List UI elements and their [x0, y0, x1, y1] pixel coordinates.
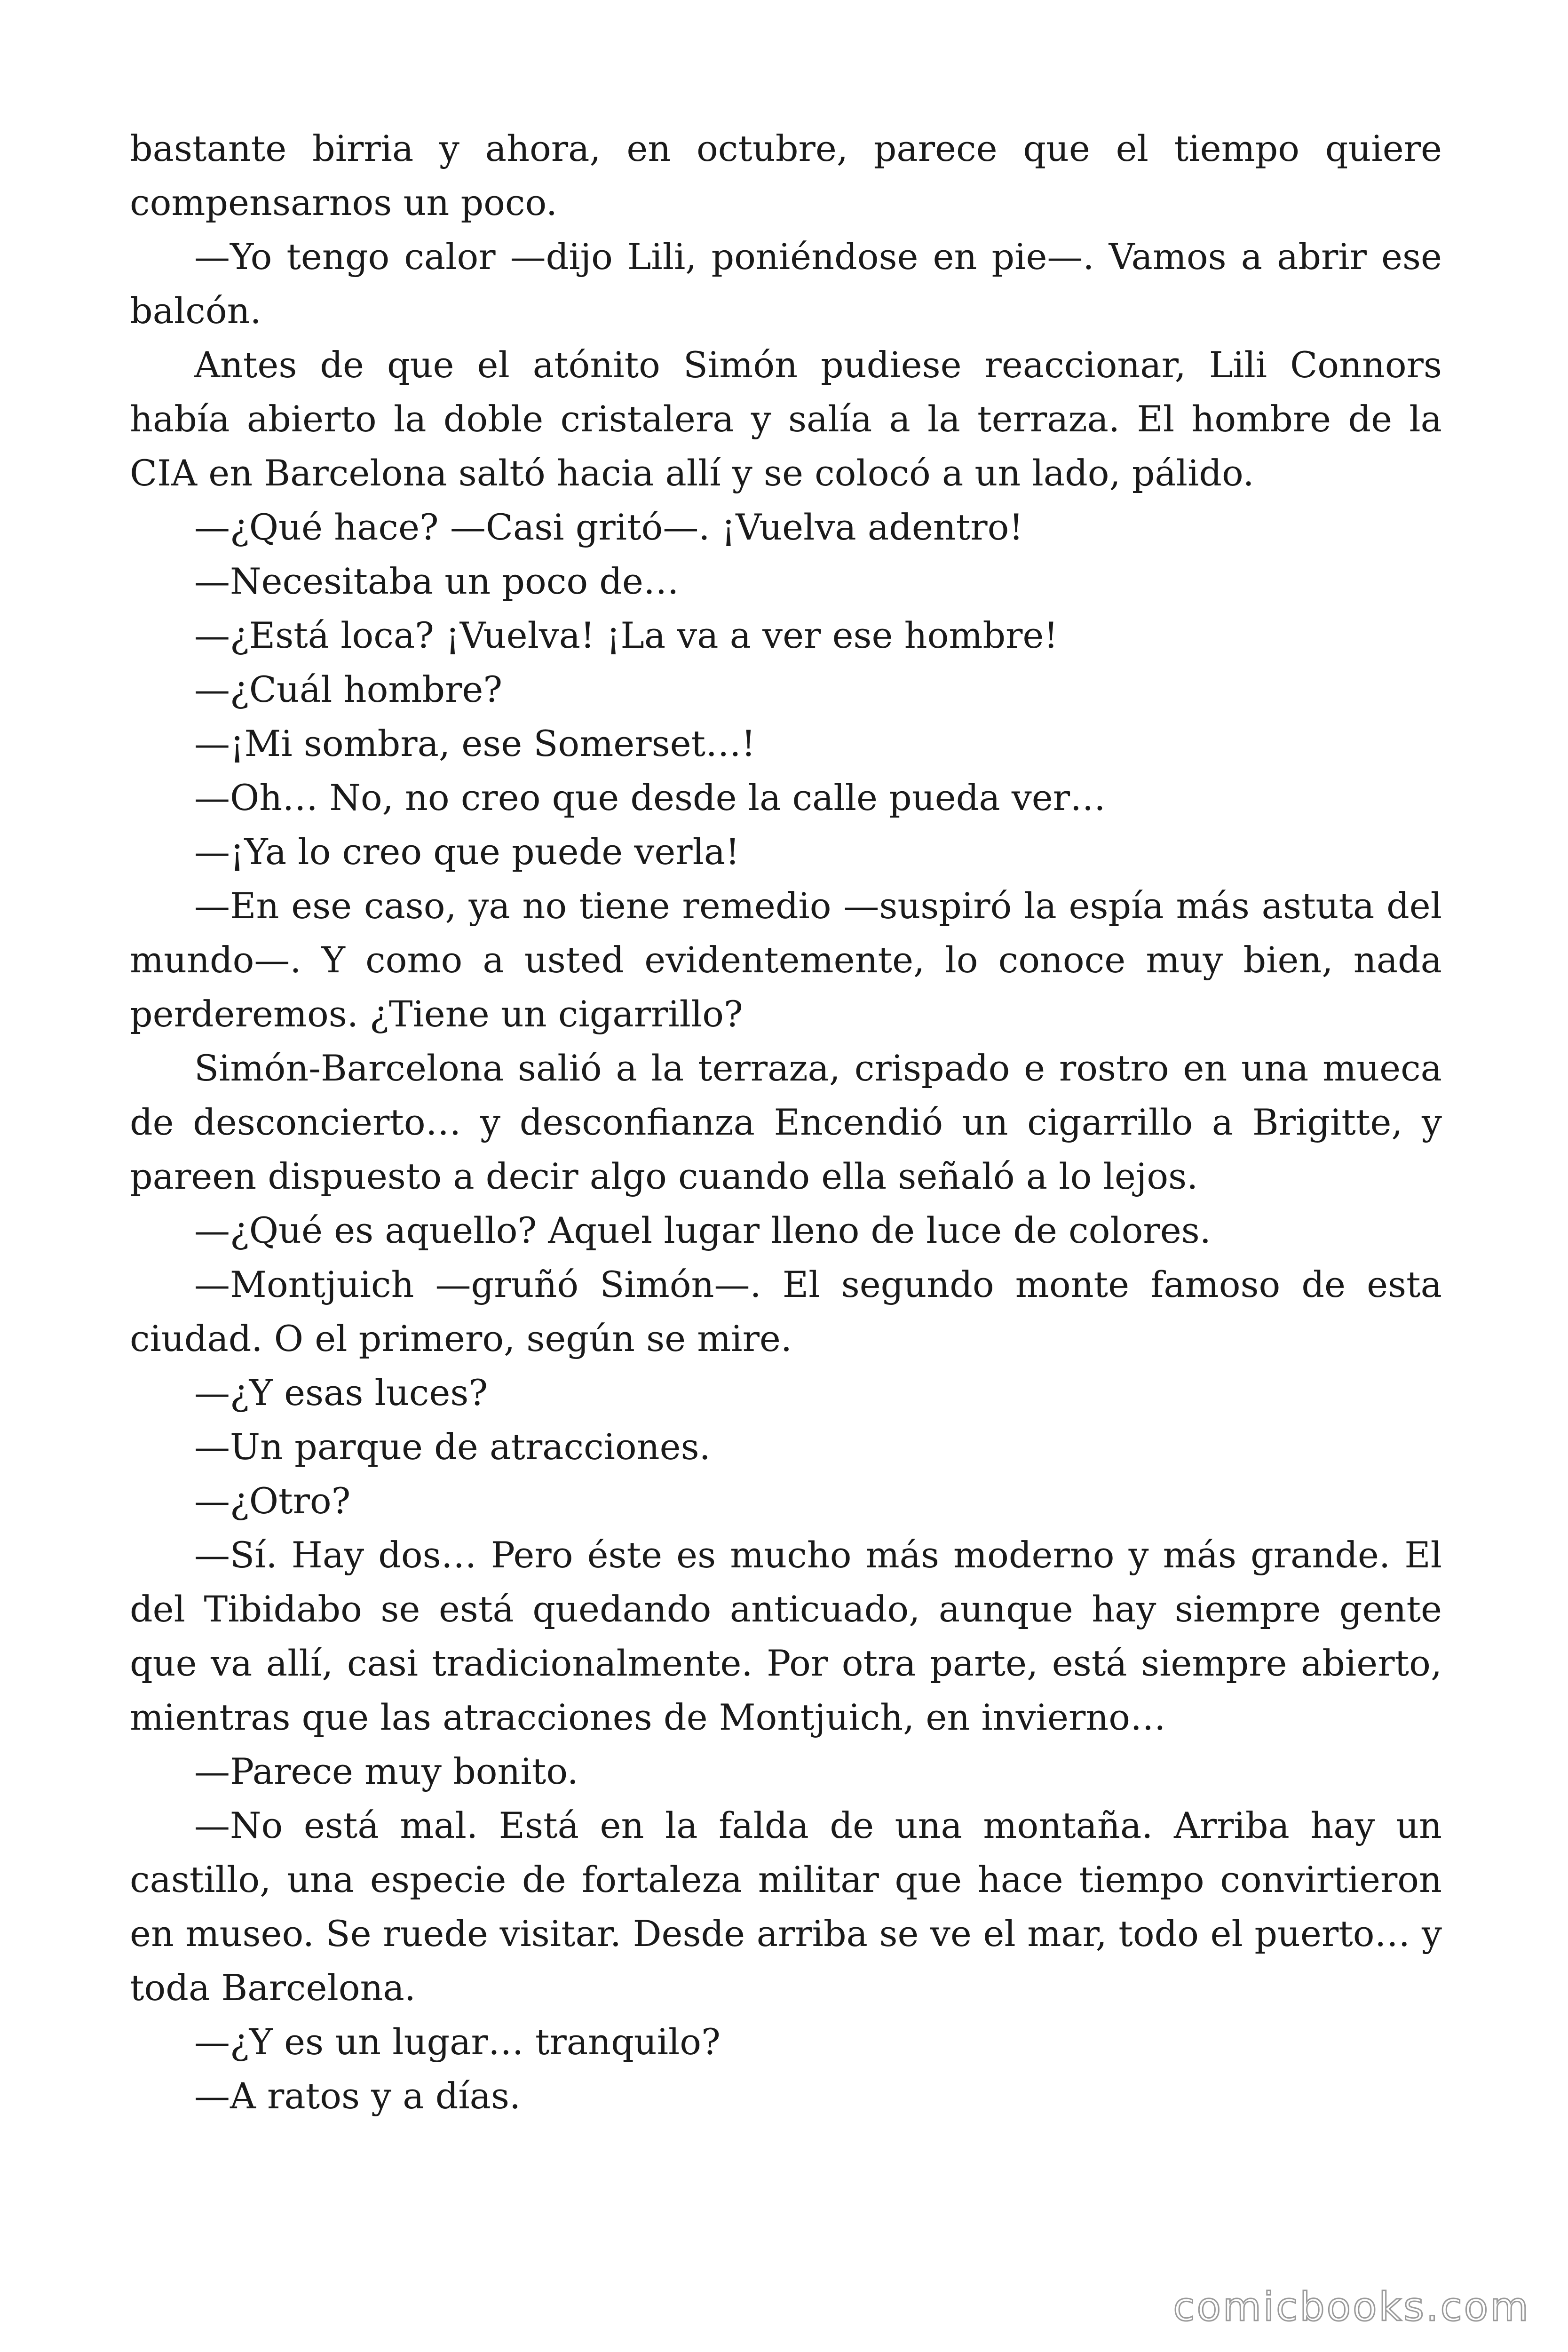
paragraph: —A ratos y a días.: [194, 2075, 521, 2117]
paragraph: Simón-Barcelona salió a la terraza, crispado e rostro en una mueca de desconcierto… y desconfianza Encendió un cigarrillo a Brigitte, y pareen dispuesto a decir algo cuando ella señaló a lo lejos.: [130, 1047, 1442, 1197]
paragraph: —Necesitaba un poco de…: [194, 560, 679, 602]
paragraph: —No está mal. Está en la falda de una montaña. Arriba hay un castillo, una especie de fortaleza militar que hace tiempo convirtieron en museo. Se ruede visitar. Desde arriba se ve el mar, todo el puerto… y toda Barcelona.: [130, 1804, 1442, 2009]
paragraph: —¿Y es un lugar… tranquilo?: [194, 2021, 721, 2063]
paragraph: —En ese caso, ya no tiene remedio —suspiró la espía más astuta del mundo—. Y como a usted evidentemente, lo conoce muy bien, nada perderemos. ¿Tiene un cigarrillo?: [130, 885, 1442, 1035]
paragraph: —¿Cuál hombre?: [194, 668, 503, 710]
page-text: [130, 121, 1442, 2123]
paragraph: bastante birria y ahora, en octubre, parece que el tiempo quiere compensarnos un poco.: [130, 127, 1442, 223]
paragraph: —¡Mi sombra, ese Somerset…!: [194, 723, 756, 764]
paragraph: Antes de que el atónito Simón pudiese reaccionar, Lili Connors había abierto la doble cristalera y salía a la terraza. El hombre de la CIA en Barcelona saltó hacia allí y se colocó a un lado, pálido.: [130, 344, 1442, 494]
watermark: comicbooks.com: [1173, 2284, 1530, 2330]
paragraph: —¿Otro?: [194, 1480, 351, 1522]
paragraph: —¡Ya lo creo que puede verla!: [194, 831, 740, 873]
paragraph: —¿Está loca? ¡Vuelva! ¡La va a ver ese hombre!: [194, 614, 1058, 656]
paragraph: —Parece muy bonito.: [194, 1750, 578, 1792]
paragraph: —Oh… No, no creo que desde la calle pueda ver…: [194, 777, 1106, 818]
paragraph: —¿Y esas luces?: [194, 1372, 488, 1414]
paragraph: —¿Qué es aquello? Aquel lugar lleno de luce de colores.: [194, 1209, 1211, 1251]
paragraph: —Yo tengo calor —dijo Lili, poniéndose en pie—. Vamos a abrir ese balcón.: [130, 236, 1442, 332]
paragraph: —Sí. Hay dos… Pero éste es mucho más moderno y más grande. El del Tibidabo se está quedando anticuado, aunque hay siempre gente que va allí, casi tradicionalmente. Por otra parte, está siempre abierto, mientras que las atracciones de Montjuich, en invierno…: [130, 1534, 1442, 1738]
paragraph: —¿Qué hace? —Casi gritó—. ¡Vuelva adentro!: [194, 506, 1023, 548]
paragraph: —Montjuich —gruñó Simón—. El segundo monte famoso de esta ciudad. O el primero, según se mire.: [130, 1263, 1442, 1359]
paragraph: —Un parque de atracciones.: [194, 1426, 711, 1468]
